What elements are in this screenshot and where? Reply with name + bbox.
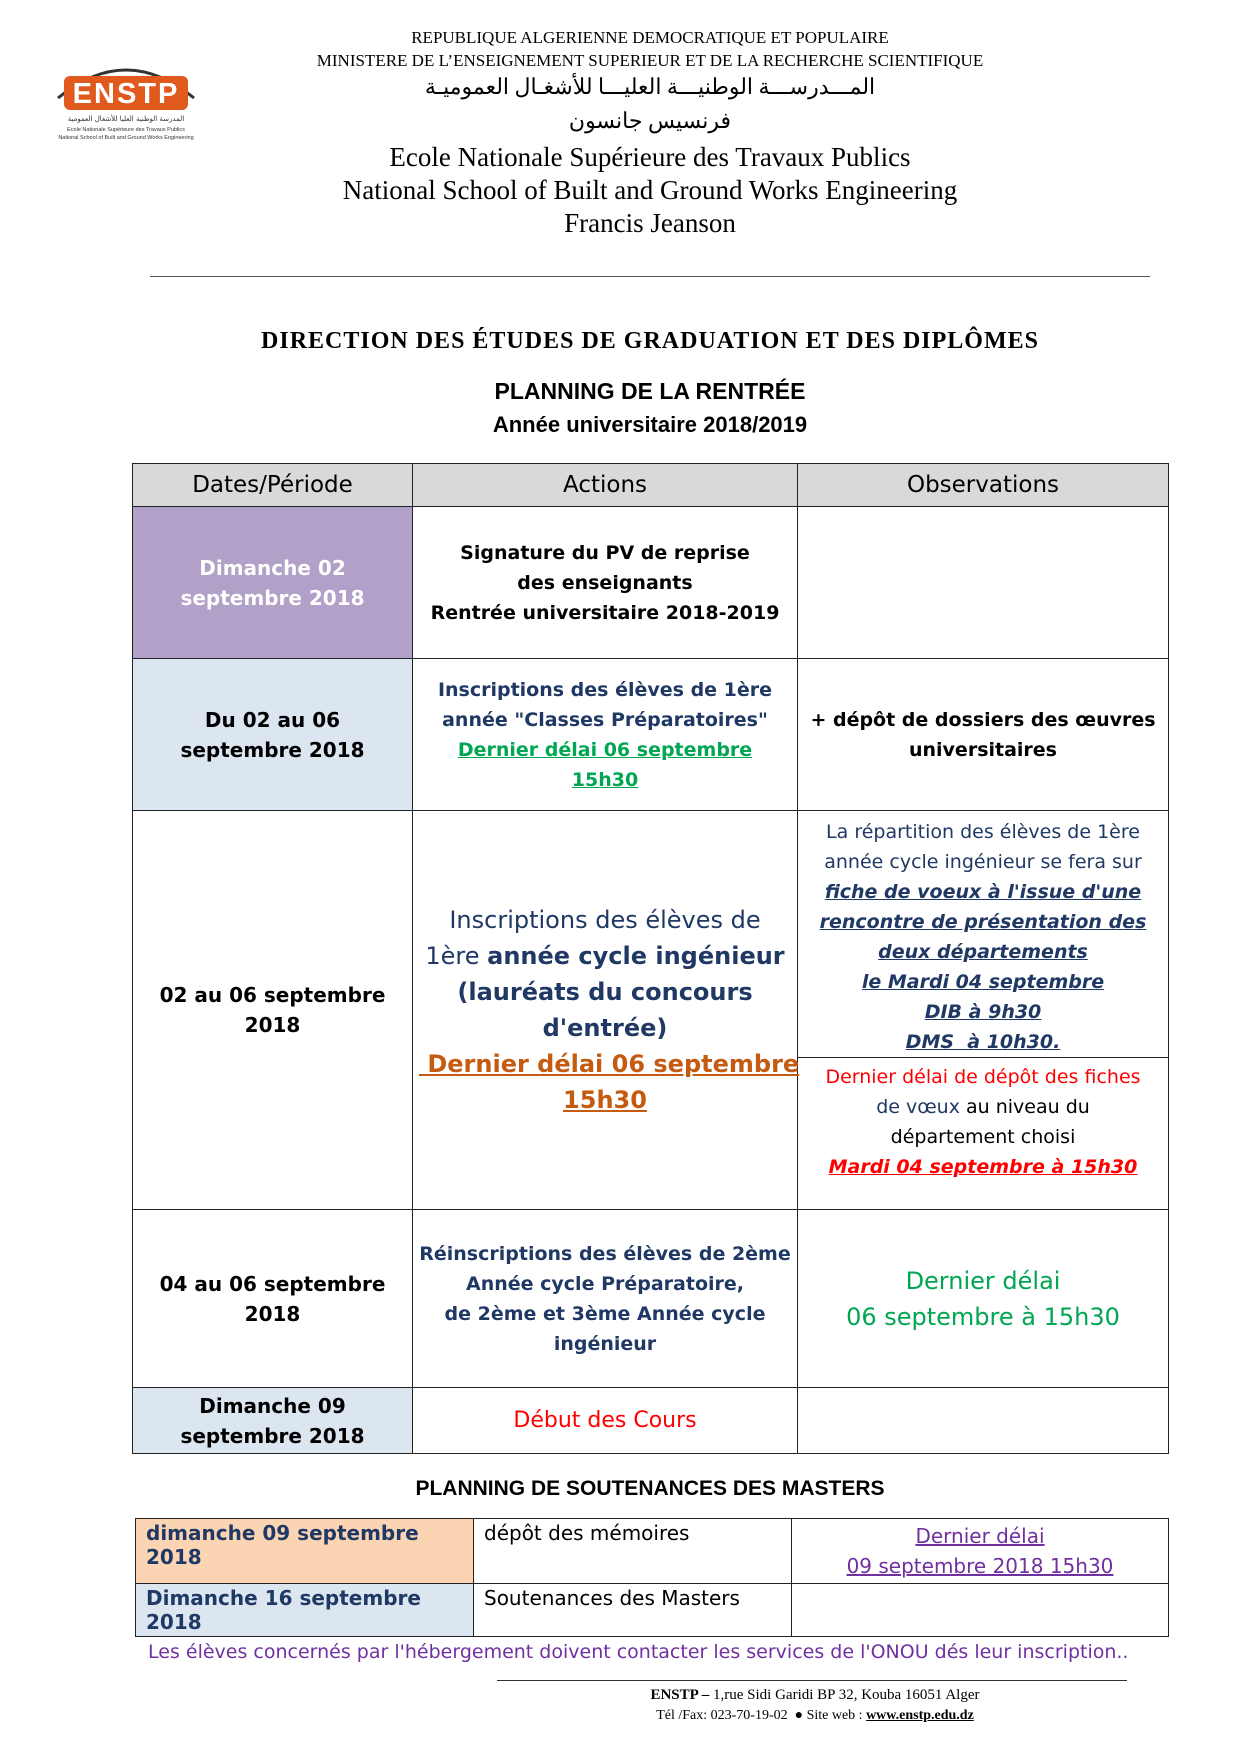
date-cell	[133, 507, 413, 659]
header-divider	[150, 276, 1150, 277]
svg-text:National School of Built and G: National School of Built and Ground Works Engineering	[58, 135, 194, 141]
date-line: 02 au 06 septembre	[159, 983, 386, 1007]
footer-address-text: 1,rue Sidi Garidi BP 32, Kouba 16051 Alger	[709, 1687, 980, 1703]
table-header-row	[133, 464, 1169, 507]
table-row	[133, 507, 1169, 659]
observation-link: le Mardi 04 septembre	[861, 971, 1105, 993]
masters-date-cell: Dimanche 16 septembre 2018	[136, 1584, 474, 1637]
observation-text: de vœux	[876, 1096, 960, 1118]
action-text: 1ère	[425, 942, 488, 970]
header-arabic-name: فرنسيس جانسون	[568, 108, 732, 133]
date-line: Du 02 au 06	[204, 707, 341, 732]
footer-contact	[400, 1708, 1230, 1724]
action-line: Rentrée universitaire 2018-2019	[430, 601, 780, 624]
action-cell	[413, 659, 798, 811]
observation-line: année cycle ingénieur se fera sur	[824, 851, 1142, 873]
footer-org: ENSTP –	[650, 1687, 710, 1703]
date-cell	[133, 811, 413, 1210]
action-line: Inscriptions des élèves de 1ère	[437, 678, 773, 701]
action-line: Année cycle Préparatoire,	[466, 1272, 744, 1295]
academic-year: Année universitaire 2018/2019	[492, 412, 808, 437]
footer-site-label: ● Site web :	[787, 1708, 867, 1723]
svg-text:المدرسة الوطنية العليا للأشغال: المدرسة الوطنية العليا للأشغال العمومية	[67, 115, 185, 123]
header-school-fr: Ecole Nationale Supérieure des Travaux Publics	[389, 142, 911, 172]
observation-line: 09 septembre 2018 15h30	[846, 1554, 1114, 1578]
planning-title: PLANNING DE LA RENTRÉE	[494, 378, 806, 404]
table-row	[133, 659, 1169, 811]
action-line: des enseignants	[517, 571, 693, 594]
action-line: Réinscriptions des élèves de 2ème	[419, 1242, 791, 1265]
deadline-line: 15h30	[571, 768, 639, 791]
planning-table	[132, 463, 1169, 1454]
header-school-name: Francis Jeanson	[564, 208, 736, 238]
masters-action-cell: dépôt des mémoires	[474, 1519, 792, 1584]
action-line: d'entrée)	[542, 1014, 668, 1042]
footer-phone: Tél /Fax: 023-70-19-02	[656, 1708, 788, 1723]
observation-link: deux départements	[878, 941, 1088, 963]
action-line: ingénieur	[553, 1332, 657, 1355]
table-row	[133, 811, 1169, 1058]
table-row	[136, 1519, 1169, 1584]
observation-line: + dépôt de dossiers des œuvres	[810, 708, 1156, 731]
date-line: 04 au 06 septembre	[159, 1271, 386, 1296]
footer-address	[400, 1687, 1230, 1704]
action-text-bold: année cycle ingénieur	[487, 942, 785, 970]
observation-line: Dernier délai	[905, 1266, 1061, 1295]
masters-table	[135, 1518, 1169, 1637]
housing-note: Les élèves concernés par l'hébergement doivent contacter les services de l'ONOU dés leur inscription..	[148, 1641, 1129, 1663]
date-cell	[133, 659, 413, 811]
observation-cell	[798, 659, 1169, 811]
column-header-actions: Actions	[413, 464, 798, 507]
action-line	[419, 938, 791, 974]
header-republic: REPUBLIQUE ALGERIENNE DEMOCRATIQUE ET POPULAIRE	[411, 28, 889, 47]
date-line: 2018	[244, 1301, 301, 1326]
masters-action-cell: Soutenances des Masters	[474, 1584, 792, 1637]
observation-cell	[798, 1058, 1169, 1210]
enstp-logo	[46, 50, 206, 150]
action-cell	[413, 811, 798, 1210]
date-cell	[133, 1388, 413, 1454]
observation-text: au niveau du	[959, 1096, 1090, 1118]
svg-text:ENSTP: ENSTP	[72, 78, 180, 110]
column-header-dates: Dates/Période	[133, 464, 413, 507]
action-cell	[413, 507, 798, 659]
table-row	[136, 1584, 1169, 1637]
masters-date-cell: dimanche 09 septembre 2018	[136, 1519, 474, 1584]
observation-cell	[798, 1388, 1169, 1454]
date-line: Dimanche 02	[199, 555, 346, 580]
observation-line: Dernier délai	[915, 1524, 1045, 1548]
date-line: septembre 2018	[180, 585, 365, 610]
masters-title: PLANNING DE SOUTENANCES DES MASTERS	[415, 1477, 885, 1500]
observation-link: fiche de voeux à l'issue d'une	[824, 881, 1142, 903]
deadline-line: Dernier délai 06 septembre	[457, 738, 753, 761]
observation-link: DMS à 10h30.	[905, 1031, 1061, 1053]
observation-cell	[798, 1210, 1169, 1388]
date-line: septembre 2018	[180, 1423, 365, 1448]
column-header-observations: Observations	[798, 464, 1169, 507]
observation-link: DIB à 9h30	[924, 1001, 1042, 1023]
action-line: de 2ème et 3ème Année cycle	[444, 1302, 766, 1325]
date-line: septembre 2018	[180, 737, 365, 762]
deadline-line: Dernier délai 06 septembre	[419, 1050, 800, 1078]
action-line: (lauréats du concours	[457, 978, 753, 1006]
table-row	[133, 1210, 1169, 1388]
masters-observation-cell	[792, 1519, 1169, 1584]
observation-line: universitaires	[908, 738, 1057, 761]
masters-observation-cell	[792, 1584, 1169, 1637]
action-line: Inscriptions des élèves de	[449, 906, 761, 934]
date-line: 2018	[244, 1013, 301, 1037]
date-cell	[133, 1210, 413, 1388]
header-arabic-school: المـــدرســـة الوطنيـــة العليـــا للأشغـال العموميـة	[424, 74, 876, 99]
header-ministry: MINISTERE DE L’ENSEIGNEMENT SUPERIEUR ET DE LA RECHERCHE SCIENTIFIQUE	[316, 51, 984, 70]
direction-title: DIRECTION DES ÉTUDES DE GRADUATION ET DES DIPLÔMES	[261, 328, 1039, 354]
observation-link: rencontre de présentation des	[819, 911, 1147, 933]
deadline-line: 15h30	[563, 1086, 647, 1114]
table-row	[133, 1388, 1169, 1454]
observation-cell	[798, 507, 1169, 659]
date-line: Dimanche 09	[199, 1393, 346, 1418]
footer-website-link[interactable]: www.enstp.edu.dz	[866, 1708, 974, 1723]
svg-text:Ecole Nationale Supérieure des: Ecole Nationale Supérieure des Travaux Publics	[67, 127, 185, 133]
action-line: année "Classes Préparatoires"	[442, 708, 768, 731]
footer-divider	[497, 1680, 1127, 1681]
observation-line: 06 septembre à 15h30	[846, 1302, 1120, 1331]
observation-deadline: Mardi 04 septembre à 15h30	[828, 1156, 1138, 1178]
action-cell	[413, 1210, 798, 1388]
action-line: Signature du PV de reprise	[460, 541, 750, 564]
action-cell: Début des Cours	[413, 1388, 798, 1454]
header-school-en: National School of Built and Ground Works Engineering	[342, 175, 958, 205]
observation-line: La répartition des élèves de 1ère	[826, 821, 1140, 843]
observation-line: Dernier délai de dépôt des fiches	[825, 1066, 1141, 1088]
observation-line: département choisi	[890, 1126, 1076, 1148]
observation-line	[804, 1092, 1162, 1122]
observation-cell	[798, 811, 1169, 1058]
